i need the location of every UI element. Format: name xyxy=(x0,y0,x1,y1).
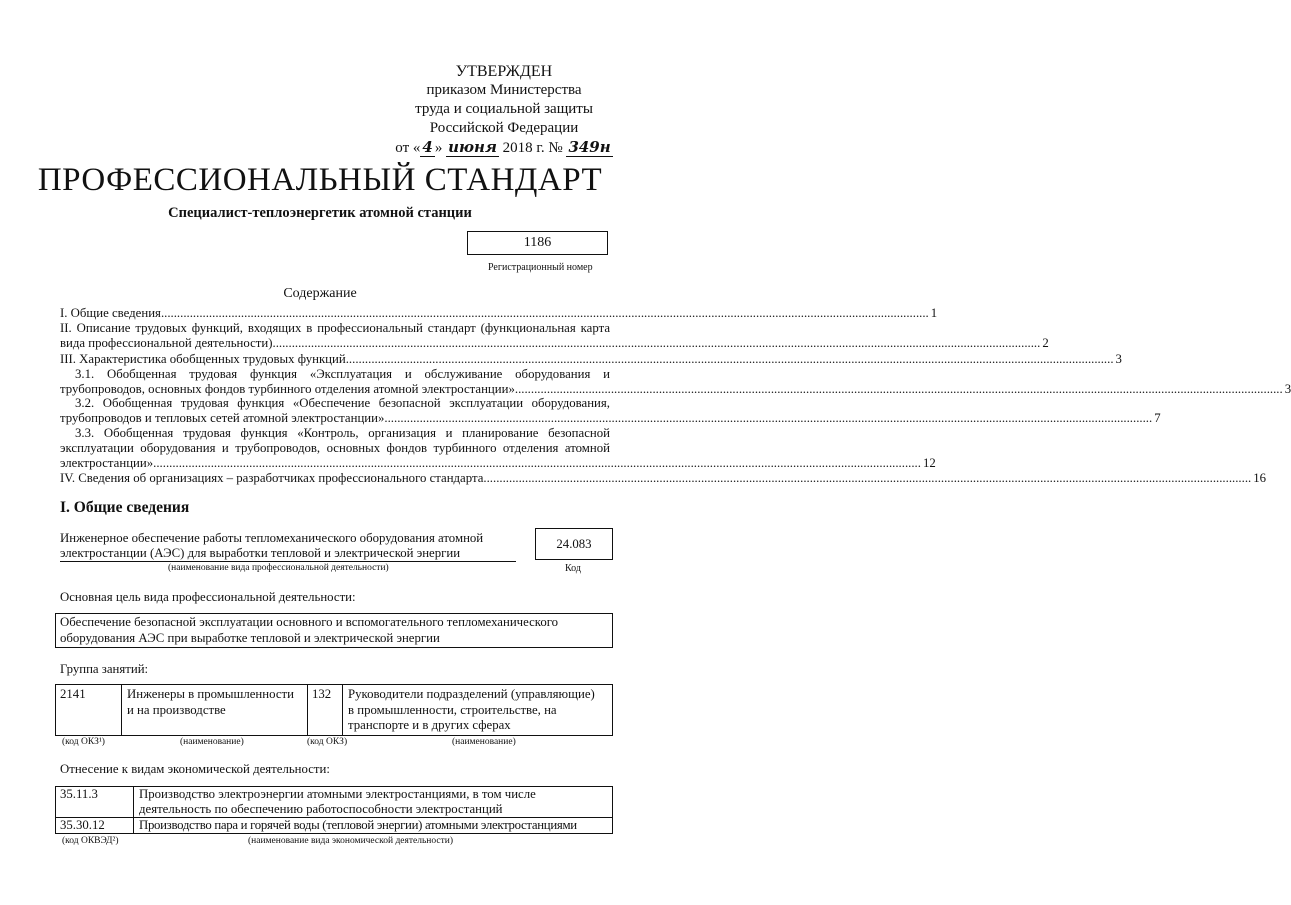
goal-line: Обеспечение безопасной эксплуатации основного и вспомогательного тепломеханического xyxy=(60,615,559,629)
activity-caption: (наименование вида профессиональной деятельности) xyxy=(168,563,389,573)
code-caption: Код xyxy=(565,563,581,574)
toc-item-cont[interactable]: вида профессиональной деятельности) ................................................................................................................................................................................................................................................ 2 xyxy=(60,336,1049,350)
occupation-name: и на производстве xyxy=(127,703,226,717)
table-divider xyxy=(342,684,343,735)
date-month: июня xyxy=(448,138,497,156)
approval-title: УТВЕРЖДЕН xyxy=(455,63,553,80)
toc-item[interactable]: IV. Сведения об организациях – разработчиках профессионального стандарта ................................................................................................................................................................................................................................................ 16 xyxy=(60,471,1267,485)
approval-block xyxy=(388,62,620,158)
econ-code: 35.11.3 xyxy=(60,787,98,801)
econ-label: Отнесение к видам экономической деятельности: xyxy=(60,762,330,776)
occupation-name: Инженеры в промышленности xyxy=(127,687,294,701)
toc-item-cont[interactable]: трубопроводов и тепловых сетей атомной электростанции» ................................................................................................................................................................................................................................................ 7 xyxy=(60,411,1161,425)
table-divider xyxy=(121,684,122,735)
date-day: 4 xyxy=(422,138,433,156)
goal-label: Основная цель вида профессиональной деятельности: xyxy=(60,590,356,604)
occupation-code: 2141 xyxy=(60,687,86,701)
document-subtitle: Специалист-теплоэнергетик атомной станции xyxy=(168,205,472,221)
date-mid: » xyxy=(434,140,447,156)
approval-line: Российской Федерации xyxy=(429,120,579,136)
toc-item[interactable]: 3.3. Обобщенная трудовая функция «Контроль, организация и планирование безопасной xyxy=(75,426,610,440)
econ-caption-name: (наименование вида экономической деятельности) xyxy=(248,836,453,846)
approval-date-line xyxy=(388,138,620,158)
toc-item[interactable]: III. Характеристика обобщенных трудовых функций ................................................................................................................................................................................................................................................ 3 xyxy=(60,352,1122,366)
date-prefix: от « xyxy=(395,140,421,156)
occupation-name: транспорте и в других сферах xyxy=(348,718,511,732)
activity-underline xyxy=(60,561,516,562)
order-number: 349н xyxy=(568,138,611,156)
toc-item[interactable]: I. Общие сведения ................................................................................................................................................................................................................................................ 1 xyxy=(60,306,938,320)
table-divider xyxy=(133,786,134,833)
section-heading: I. Общие сведения xyxy=(60,499,190,516)
occupation-name: в промышленности, строительстве, на xyxy=(348,703,557,717)
econ-name: деятельность по обеспечению работоспособности электростанций xyxy=(139,802,503,816)
econ-code: 35.30.12 xyxy=(60,818,105,832)
date-year: 2018 г. № xyxy=(498,140,567,156)
activity-code: 24.083 xyxy=(556,537,592,551)
occ-caption-code: (код ОКЗ¹) xyxy=(62,737,105,747)
table-divider xyxy=(307,684,308,735)
approval-line: труда и социальной защиты xyxy=(415,101,593,117)
document-title: ПРОФЕССИОНАЛЬНЫЙ СТАНДАРТ xyxy=(37,162,603,198)
occupation-name: Руководители подразделений (управляющие) xyxy=(348,687,595,701)
toc-item[interactable]: II. Описание трудовых функций, входящих в профессиональный стандарт (функциональная карта xyxy=(60,321,610,335)
occ-caption-name: (наименование) xyxy=(180,737,244,747)
occ-caption-code: (код ОКЗ) xyxy=(307,737,348,747)
occ-caption-name: (наименование) xyxy=(452,737,516,747)
toc-heading: Содержание xyxy=(283,286,357,301)
toc-item[interactable]: 3.1. Обобщенная трудовая функция «Эксплуатация и обслуживание оборудования и xyxy=(75,367,610,381)
registration-label: Регистрационный номер xyxy=(488,262,593,273)
activity-name-line: Инженерное обеспечение работы тепломеханического оборудования атомной xyxy=(60,531,484,545)
econ-name: Производство электроэнергии атомными электростанциями, в том числе xyxy=(139,787,536,801)
group-label: Группа занятий: xyxy=(60,662,149,676)
toc-item-cont: эксплуатации оборудования и трубопроводов, основных фондов турбинного отделения атомной xyxy=(60,441,610,455)
toc-item-cont[interactable]: электростанции» ................................................................................................................................................................................................................................................ 12 xyxy=(60,456,936,470)
goal-line: оборудования АЭС при выработке тепловой и электрической энергии xyxy=(60,631,440,645)
toc-item-cont[interactable]: трубопроводов, основных фондов турбинного отделения атомной электростанции» ................................................................................................................................................................................................................................................ 3 xyxy=(60,382,1291,396)
econ-name: Производство пара и горячей воды (тепловой энергии) атомными электростанциями xyxy=(139,818,577,832)
econ-caption-code: (код ОКВЭД²) xyxy=(62,836,119,846)
activity-name-line: электростанции (АЭС) для выработки тепловой и электрической энергии xyxy=(60,546,461,560)
occupation-code: 132 xyxy=(312,687,332,701)
registration-number-box: 1186 xyxy=(467,231,608,255)
approval-line: приказом Министерства xyxy=(426,82,582,98)
toc-item[interactable]: 3.2. Обобщенная трудовая функция «Обеспечение безопасной эксплуатации оборудования, xyxy=(75,396,610,410)
